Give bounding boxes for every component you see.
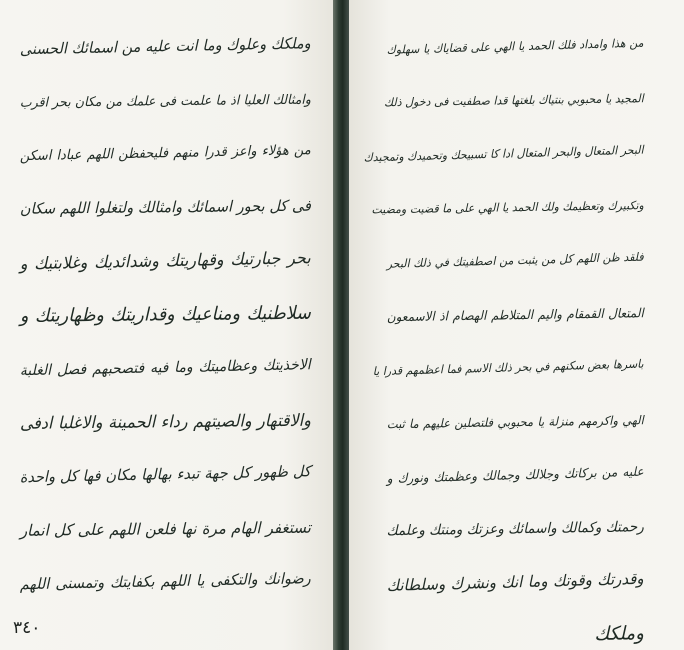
- page-number: ٣٤٠: [13, 618, 41, 638]
- manuscript-line: بحر جبارتيك وقهاريتك وشدائديك وغلابتيك و: [19, 247, 311, 274]
- manuscript-line: وملكك: [594, 621, 644, 645]
- manuscript-line: من هذا وامداد فلك الحمد يا الهي على قضاياك يا سهلوك: [386, 36, 644, 57]
- manuscript-line: وامثالك العليا اذ ما علمت فى علمك من مكان بحر اقرب: [19, 90, 311, 110]
- manuscript-line: من هؤلاء واعز قدرا منهم فليحفظن اللهم عبادا اسكن: [19, 142, 311, 165]
- manuscript-line: البحر المتعال والبحر المتعال ادا كا تسبيحك وتحميدك وتمجيدك: [363, 143, 644, 165]
- manuscript-line: المجيد يا محبوبي بنتياك بلغتها قدا صطفيت فى دخول ذلك: [383, 91, 644, 109]
- manuscript-line: وتكبيرك وتعظيمك ولك الحمد يا الهي على ما قضيت ومضيت: [371, 198, 644, 217]
- manuscript-line: وقدرتك وقوتك وما انك ونشرك وسلطانك: [386, 568, 644, 596]
- manuscript-line: باسرها بعض سكنهم في بحر ذلك الاسم فما اعظمهم قدرا يا: [372, 357, 644, 379]
- right-page-text-block: [349, 32, 684, 650]
- manuscript-line: الاخذيتك وعظاميتك وما فيه فتصحبهم فصل الغلبة: [19, 356, 311, 380]
- manuscript-line: المتعال القمقام واليم المتلاطم الهصام اذ الاسمعون: [386, 305, 644, 324]
- book-gutter: [333, 0, 349, 650]
- manuscript-line: رضوانك والتكفى يا اللهم بكفايتك وتمسنى اللهم: [19, 570, 311, 594]
- manuscript-line: فى كل بحور اسمائك وامثالك ولتغلوا اللهم سكان: [19, 197, 311, 218]
- manuscript-line: الهي واكرمهم منزلة يا محبوبي فلتصلين عليهم ما ثبت: [386, 412, 644, 431]
- left-page-text-block: [0, 32, 333, 621]
- right-page: [349, 0, 684, 650]
- manuscript-line: وملكك وعلوك وما انت عليه من اسمائك الحسنى: [19, 35, 311, 59]
- manuscript-line: والاقتهار والصيتهم رداء الحمينة والاغلبا ادفى: [19, 409, 311, 433]
- manuscript-line: عليه من بركاتك وجلالك وجمالك وعظمتك ونورك و: [386, 464, 644, 486]
- manuscript-line: كل ظهور كل جهة تبدء بهالها مكان فها كل واحدة: [19, 463, 311, 487]
- manuscript-line: تستغفر الهام مرة نها فلعن اللهم على كل انمار: [19, 517, 311, 540]
- manuscript-line: فلقد ظن اللهم كل من يثبت من اصطفيتك في ذلك البحر: [386, 250, 644, 271]
- left-page: [0, 0, 333, 650]
- manuscript-line: رحمتك وكمالك واسمائك وعزتك ومنتك وعلمك: [386, 518, 644, 539]
- manuscript-line: سلاطنيك ومناعيك وقداريتك وظهاريتك و: [19, 302, 311, 327]
